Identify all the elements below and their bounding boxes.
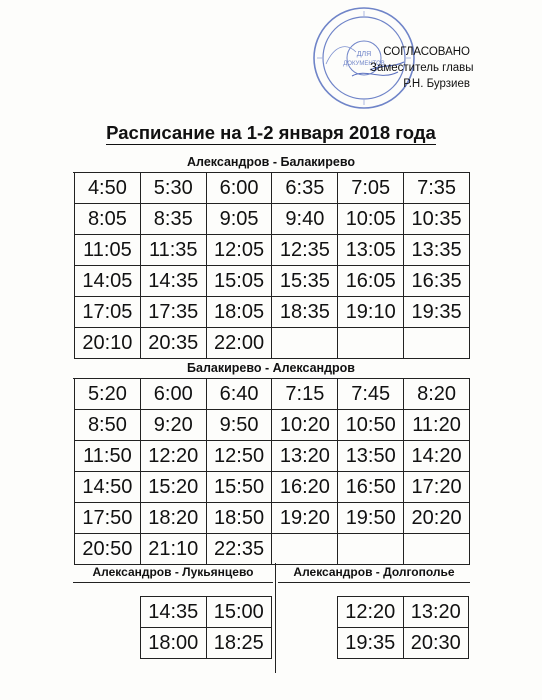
table-row bbox=[338, 628, 469, 659]
column-divider bbox=[275, 563, 276, 673]
time-cell: 13:50 bbox=[338, 441, 404, 472]
time-cell: 6:40 bbox=[206, 379, 272, 410]
time-cell bbox=[272, 534, 338, 565]
route-header-aleksandrov-lukyantsevo: Александров - Лукьянцево bbox=[73, 565, 273, 583]
time-cell bbox=[404, 534, 470, 565]
table-row bbox=[141, 597, 272, 628]
time-cell: 19:10 bbox=[338, 297, 404, 328]
time-cell: 18:20 bbox=[140, 503, 206, 534]
time-cell: 7:05 bbox=[338, 173, 404, 204]
table-row bbox=[75, 441, 470, 472]
time-cell: 19:50 bbox=[338, 503, 404, 534]
time-cell: 15:20 bbox=[140, 472, 206, 503]
time-cell: 19:35 bbox=[404, 297, 470, 328]
time-cell: 12:50 bbox=[206, 441, 272, 472]
time-cell: 9:50 bbox=[206, 410, 272, 441]
time-cell: 11:35 bbox=[140, 235, 206, 266]
time-cell: 21:10 bbox=[140, 534, 206, 565]
time-cell: 11:05 bbox=[75, 235, 141, 266]
stamp-text-1: ДЛЯ bbox=[356, 51, 372, 58]
time-cell: 14:05 bbox=[75, 266, 141, 297]
table-row bbox=[75, 297, 470, 328]
table-row bbox=[75, 379, 470, 410]
table-row bbox=[75, 204, 470, 235]
time-cell: 20:30 bbox=[403, 628, 469, 659]
time-cell: 20:20 bbox=[404, 503, 470, 534]
time-cell: 8:20 bbox=[404, 379, 470, 410]
time-cell: 12:20 bbox=[338, 597, 404, 628]
time-cell: 4:50 bbox=[75, 173, 141, 204]
time-cell: 12:05 bbox=[206, 235, 272, 266]
route-header-aleksandrov-dolgopolye: Александров - Долгополье bbox=[278, 565, 470, 583]
time-cell: 14:35 bbox=[140, 266, 206, 297]
time-cell: 13:35 bbox=[404, 235, 470, 266]
table-row bbox=[75, 328, 470, 359]
time-cell: 16:05 bbox=[338, 266, 404, 297]
time-cell: 10:35 bbox=[404, 204, 470, 235]
time-cell: 12:20 bbox=[140, 441, 206, 472]
time-cell: 6:35 bbox=[272, 173, 338, 204]
time-cell: 10:20 bbox=[272, 410, 338, 441]
page-title bbox=[0, 122, 542, 144]
stamp-text-2: ДОКУМЕНТОВ bbox=[343, 61, 385, 67]
time-cell: 15:05 bbox=[206, 266, 272, 297]
time-cell: 17:20 bbox=[404, 472, 470, 503]
approval-line-1: СОГЛАСОВАНО bbox=[383, 46, 470, 58]
time-cell: 7:15 bbox=[272, 379, 338, 410]
time-cell: 10:50 bbox=[338, 410, 404, 441]
time-cell: 11:50 bbox=[75, 441, 141, 472]
time-cell: 7:35 bbox=[404, 173, 470, 204]
schedule-table-aleksandrov-dolgopolye bbox=[337, 596, 469, 659]
table-row bbox=[75, 235, 470, 266]
table-row bbox=[338, 597, 469, 628]
time-cell: 8:05 bbox=[75, 204, 141, 235]
time-cell: 9:40 bbox=[272, 204, 338, 235]
table-row bbox=[75, 410, 470, 441]
time-cell: 15:35 bbox=[272, 266, 338, 297]
time-cell: 6:00 bbox=[206, 173, 272, 204]
time-cell: 8:50 bbox=[75, 410, 141, 441]
time-cell: 20:10 bbox=[75, 328, 141, 359]
table-row bbox=[75, 173, 470, 204]
time-cell: 15:00 bbox=[206, 597, 272, 628]
page-title-text: Расписание на 1-2 января 2018 года bbox=[106, 122, 436, 143]
schedule-table-aleksandrov-lukyantsevo bbox=[140, 596, 272, 659]
time-cell bbox=[272, 328, 338, 359]
table-row bbox=[75, 503, 470, 534]
time-cell: 20:35 bbox=[140, 328, 206, 359]
time-cell: 15:50 bbox=[206, 472, 272, 503]
time-cell: 17:35 bbox=[140, 297, 206, 328]
time-cell: 9:05 bbox=[206, 204, 272, 235]
time-cell: 18:00 bbox=[141, 628, 207, 659]
time-cell: 14:35 bbox=[141, 597, 207, 628]
table-row bbox=[75, 534, 470, 565]
time-cell: 13:20 bbox=[272, 441, 338, 472]
schedule-table-balakirevo-aleksandrov bbox=[74, 378, 470, 565]
time-cell: 22:35 bbox=[206, 534, 272, 565]
time-cell: 13:20 bbox=[403, 597, 469, 628]
time-cell: 22:00 bbox=[206, 328, 272, 359]
time-cell: 19:35 bbox=[338, 628, 404, 659]
table-row bbox=[75, 266, 470, 297]
time-cell: 10:05 bbox=[338, 204, 404, 235]
time-cell: 16:20 bbox=[272, 472, 338, 503]
approval-line-2: Заместитель главы bbox=[370, 62, 474, 74]
time-cell: 18:35 bbox=[272, 297, 338, 328]
time-cell: 19:20 bbox=[272, 503, 338, 534]
route-header-balakirevo-aleksandrov: Балакирево - Александров bbox=[73, 361, 469, 379]
time-cell bbox=[338, 328, 404, 359]
time-cell: 17:50 bbox=[75, 503, 141, 534]
time-cell bbox=[338, 534, 404, 565]
time-cell: 8:35 bbox=[140, 204, 206, 235]
table-row bbox=[75, 472, 470, 503]
approval-line-3: Р.Н. Бурзиев bbox=[403, 78, 470, 90]
time-cell: 16:35 bbox=[404, 266, 470, 297]
time-cell: 14:50 bbox=[75, 472, 141, 503]
schedule-table-aleksandrov-balakirevo bbox=[74, 172, 470, 359]
time-cell: 6:00 bbox=[140, 379, 206, 410]
time-cell: 18:50 bbox=[206, 503, 272, 534]
time-cell: 11:20 bbox=[404, 410, 470, 441]
time-cell: 17:05 bbox=[75, 297, 141, 328]
time-cell: 14:20 bbox=[404, 441, 470, 472]
time-cell: 18:05 bbox=[206, 297, 272, 328]
time-cell: 5:30 bbox=[140, 173, 206, 204]
table-row bbox=[141, 628, 272, 659]
time-cell: 20:50 bbox=[75, 534, 141, 565]
time-cell: 18:25 bbox=[206, 628, 272, 659]
time-cell: 7:45 bbox=[338, 379, 404, 410]
time-cell: 12:35 bbox=[272, 235, 338, 266]
approval-block bbox=[370, 44, 474, 92]
time-cell bbox=[404, 328, 470, 359]
time-cell: 13:05 bbox=[338, 235, 404, 266]
time-cell: 5:20 bbox=[75, 379, 141, 410]
time-cell: 9:20 bbox=[140, 410, 206, 441]
route-header-aleksandrov-balakirevo: Александров - Балакирево bbox=[73, 155, 469, 173]
time-cell: 16:50 bbox=[338, 472, 404, 503]
